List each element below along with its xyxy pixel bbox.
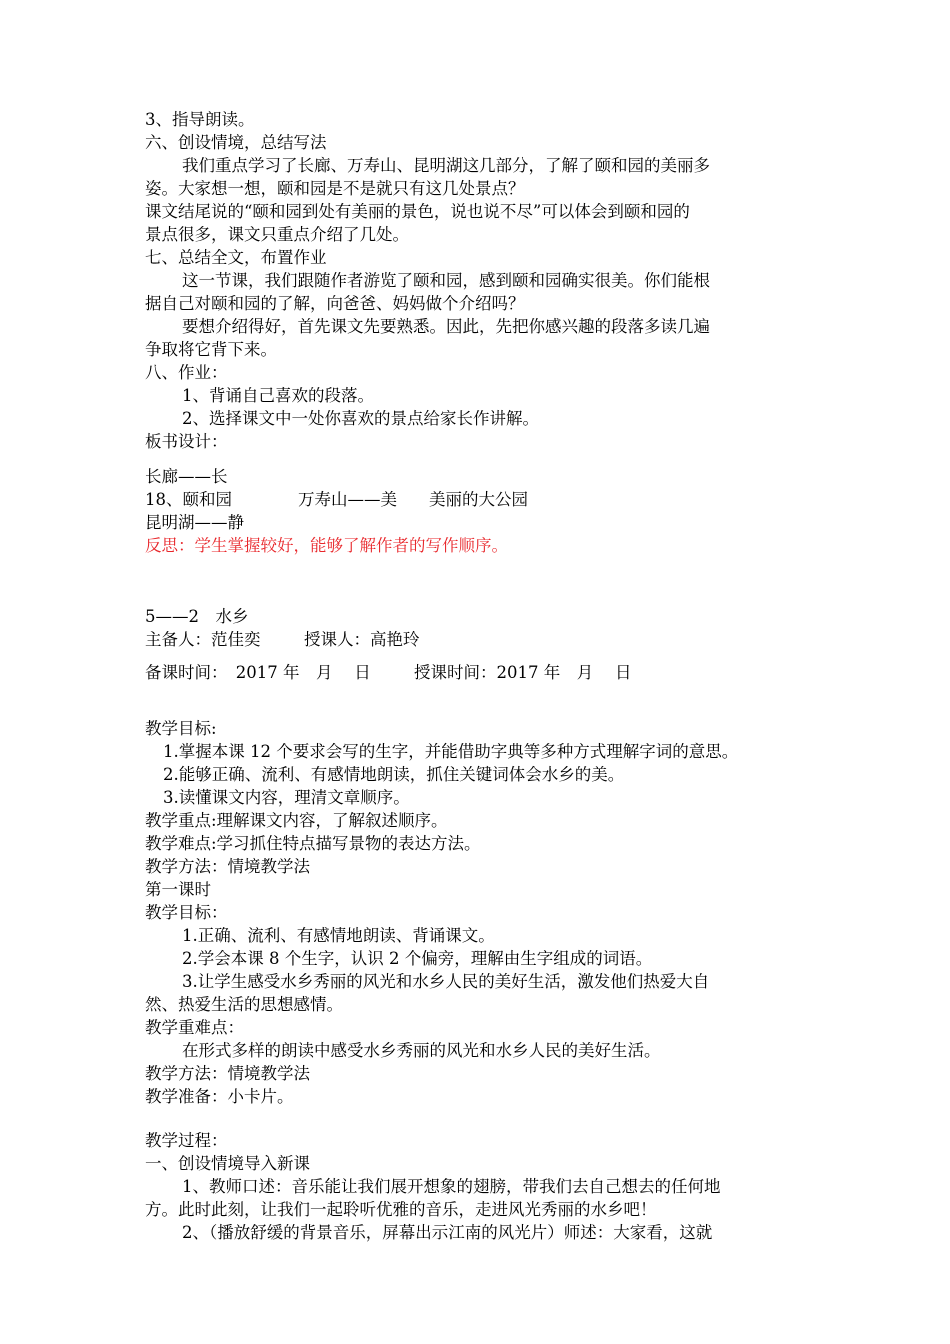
text-line: 教学方法：情境教学法 <box>145 857 310 876</box>
text-line: 我们重点学习了长廊、万寿山、昆明湖这几部分，了解了颐和园的美丽多 <box>182 156 710 175</box>
lesson-objectives <box>145 717 825 1108</box>
text-line: 教学重点:理解课文内容，了解叙述顺序。 <box>145 811 448 830</box>
teacher-label: 授课人：高艳玲 <box>304 630 420 649</box>
text-line: 景点很多，课文只重点介绍了几处。 <box>145 225 409 244</box>
text-line: 据自己对颐和园的了解，向爸爸、妈妈做个介绍吗？ <box>145 294 525 313</box>
teach-time: 授课时间：2017 年 月 日 <box>414 663 632 682</box>
spacer <box>145 684 825 717</box>
text-line: 然、热爱生活的思想感情。 <box>145 995 343 1014</box>
homework-item: 2、选择课文中一处你喜欢的景点给家长作讲解。 <box>182 409 539 428</box>
section-heading: 教学过程： <box>145 1131 228 1150</box>
section-heading: 七、总结全文，布置作业 <box>145 248 327 267</box>
section-heading: 一、创设情境导入新课 <box>145 1154 310 1173</box>
spacer <box>145 557 825 605</box>
board-summary: 美丽的大公园 <box>429 490 528 509</box>
section-heading: 教学目标： <box>145 903 228 922</box>
objective-item: 2.学会本课 8 个生字，认识 2 个偏旁，理解由生字组成的词语。 <box>182 949 653 968</box>
lesson-title: 5——2 水乡 <box>145 607 249 626</box>
lesson-header <box>145 605 825 684</box>
objective-item: 1.正确、流利、有感情地朗读、背诵课文。 <box>182 926 495 945</box>
objective-item: 3.读懂课文内容，理清文章顺序。 <box>163 788 410 807</box>
board-item: 万寿山——美 <box>298 490 397 509</box>
text-line: 在形式多样的朗读中感受水乡秀丽的风光和水乡人民的美好生活。 <box>182 1041 661 1060</box>
section-heading: 板书设计： <box>145 432 228 451</box>
section-heading: 第一课时 <box>145 880 211 899</box>
board-title: 18、颐和园 <box>145 490 232 509</box>
text-line: 这一节课，我们跟随作者游览了颐和园，感到颐和园确实很美。你们能根 <box>182 271 710 290</box>
text-line: 方。此时此刻，让我们一起聆听优雅的音乐，走进风光秀丽的水乡吧！ <box>145 1200 657 1219</box>
lesson-times <box>145 661 825 684</box>
text-line: 教学准备：小卡片。 <box>145 1087 294 1106</box>
objective-item: 2.能够正确、流利、有感情地朗读，抓住关键词体会水乡的美。 <box>163 765 625 784</box>
spacer <box>145 1108 825 1129</box>
board-design <box>145 465 825 557</box>
board-line <box>145 488 825 511</box>
board-line: 昆明湖——静 <box>145 513 244 532</box>
document-page <box>145 108 825 1244</box>
prep-time: 备课时间： 2017 年 月 日 <box>145 663 371 682</box>
text-line: 争取将它背下来。 <box>145 340 277 359</box>
text-line: 2、（播放舒缓的背景音乐，屏幕出示江南的风光片）师述：大家看，这就 <box>182 1223 713 1242</box>
section-heading: 八、作业： <box>145 363 228 382</box>
text-line: 要想介绍得好，首先课文先要熟悉。因此，先把你感兴趣的段落多读几遍 <box>182 317 710 336</box>
section-heading: 教学重难点： <box>145 1018 244 1037</box>
objective-item: 3.让学生感受水乡秀丽的风光和水乡人民的美好生活，激发他们热爱大自 <box>182 972 710 991</box>
lesson-staff <box>145 628 825 651</box>
preparer-label: 主备人：范佳奕 <box>145 630 261 649</box>
section-heading: 教学目标: <box>145 719 217 738</box>
section-yiheyuan <box>145 108 825 453</box>
text-line: 1、教师口述：音乐能让我们展开想象的翅膀，带我们去自己想去的任何地 <box>182 1177 721 1196</box>
reflection-text: 反思：学生掌握较好，能够了解作者的写作顺序。 <box>145 536 508 555</box>
board-line: 长廊——长 <box>145 467 228 486</box>
text-line: 3、指导朗读。 <box>145 110 255 129</box>
objective-item: 1.掌握本课 12 个要求会写的生字，并能借助字典等多种方式理解字词的意思。 <box>163 742 739 761</box>
spacer <box>145 453 825 465</box>
text-line: 教学方法：情境教学法 <box>145 1064 310 1083</box>
text-line: 课文结尾说的“颐和园到处有美丽的景色，说也说不尽”可以体会到颐和园的 <box>145 202 690 221</box>
teaching-process <box>145 1129 825 1244</box>
text-line: 教学难点:学习抓住特点描写景物的表达方法。 <box>145 834 481 853</box>
section-heading: 六、创设情境，总结写法 <box>145 133 327 152</box>
homework-item: 1、背诵自己喜欢的段落。 <box>182 386 374 405</box>
text-line: 姿。大家想一想，颐和园是不是就只有这几处景点？ <box>145 179 525 198</box>
